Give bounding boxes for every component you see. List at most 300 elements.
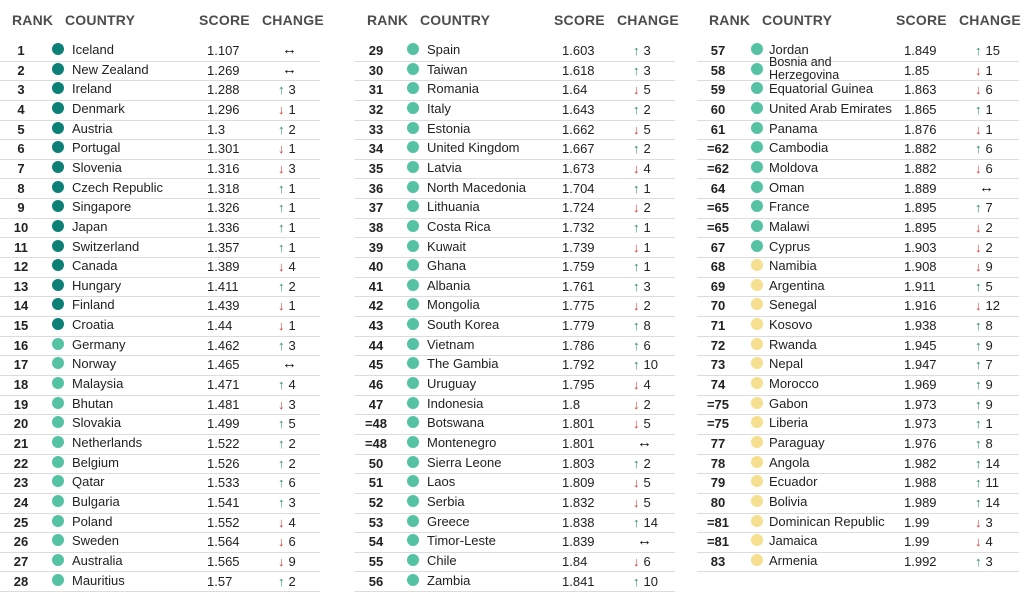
- table-row: [697, 54, 1019, 82]
- rank-cell: =75: [706, 396, 730, 412]
- arrow-down-icon: ↓: [633, 553, 640, 569]
- rank-cell: 3: [17, 82, 25, 98]
- change-cell: [278, 82, 296, 97]
- score-cell: 1.499: [207, 416, 240, 432]
- arrow-up-icon: ↑: [278, 416, 285, 432]
- tier-dot-icon: [751, 436, 763, 448]
- header-country: COUNTRY: [65, 12, 136, 28]
- table-row: [355, 100, 675, 121]
- arrow-up-icon: ↑: [633, 573, 640, 589]
- arrow-down-icon: ↓: [633, 200, 640, 216]
- country-cell: Jamaica: [769, 533, 818, 549]
- change-value: 1: [288, 318, 296, 334]
- table-row: [697, 296, 1019, 317]
- arrow-up-icon: ↑: [975, 200, 982, 216]
- score-cell: 1.876: [904, 121, 937, 137]
- score-cell: 1.841: [562, 573, 595, 589]
- rank-cell: 59: [710, 82, 726, 98]
- table-row: [697, 218, 1019, 239]
- change-cell: [278, 397, 296, 412]
- table-row: [0, 238, 320, 259]
- score-cell: 1.643: [562, 101, 595, 117]
- table-row: [697, 198, 1019, 219]
- rank-cell: 18: [13, 377, 29, 393]
- change-cell: [633, 357, 658, 372]
- header-change: CHANGE: [617, 12, 679, 28]
- tier-dot-icon: [751, 141, 763, 153]
- rank-cell: 16: [13, 337, 29, 353]
- change-cell: [975, 122, 993, 137]
- rank-cell: 43: [368, 318, 384, 334]
- score-cell: 1.786: [562, 337, 595, 353]
- country-cell: Hungary: [72, 277, 122, 293]
- table-row: [355, 120, 675, 141]
- arrow-down-icon: ↓: [975, 534, 982, 550]
- table-row: [0, 257, 320, 278]
- table-row: [355, 532, 675, 553]
- change-value: 1: [643, 239, 651, 255]
- score-cell: 1.839: [562, 534, 595, 550]
- country-cell: Kuwait: [427, 238, 467, 254]
- country-cell: Moldova: [769, 159, 819, 175]
- rank-cell: 56: [368, 573, 384, 589]
- table-row: [0, 355, 320, 376]
- table-row: [0, 218, 320, 239]
- no-change-icon: ↔: [637, 434, 652, 451]
- change-cell: [278, 161, 296, 176]
- change-value: 6: [288, 534, 296, 550]
- change-cell: [633, 43, 651, 58]
- rank-cell: 47: [368, 396, 384, 412]
- table-row: [355, 296, 675, 317]
- change-value: 3: [288, 337, 296, 353]
- table-row: [355, 414, 675, 435]
- tier-dot-icon: [751, 534, 763, 546]
- table-row: [0, 493, 320, 514]
- rank-cell: 60: [710, 101, 726, 117]
- tier-dot-icon: [751, 338, 763, 350]
- change-cell: [633, 220, 651, 235]
- arrow-up-icon: ↑: [633, 43, 640, 58]
- rank-cell: 34: [368, 141, 384, 157]
- country-cell: Equatorial Guinea: [769, 81, 874, 97]
- country-cell: Singapore: [72, 199, 132, 215]
- country-cell: Namibia: [769, 258, 817, 274]
- change-value: 3: [643, 278, 651, 294]
- table-row: [0, 395, 320, 416]
- score-cell: 1.903: [904, 239, 937, 255]
- score-cell: 1.301: [207, 141, 240, 157]
- table-row: [0, 159, 320, 180]
- table-row: [355, 572, 675, 593]
- tier-dot-icon: [52, 240, 64, 252]
- rank-cell: 5: [17, 121, 25, 137]
- rank-cell: 27: [13, 553, 29, 569]
- arrow-up-icon: ↑: [975, 357, 982, 373]
- tier-dot-icon: [751, 495, 763, 507]
- score-cell: 1.57: [207, 573, 233, 589]
- change-cell: [975, 240, 993, 255]
- rank-cell: 54: [368, 534, 384, 550]
- rank-cell: 37: [368, 200, 384, 216]
- change-cell: [633, 200, 651, 215]
- country-cell: New Zealand: [72, 61, 149, 77]
- country-cell: Bhutan: [72, 395, 114, 411]
- tier-dot-icon: [751, 357, 763, 369]
- change-cell: [633, 574, 658, 589]
- arrow-up-icon: ↑: [975, 141, 982, 157]
- country-cell: Morocco: [769, 376, 819, 392]
- change-value: 5: [643, 82, 651, 98]
- table-row: [0, 139, 320, 160]
- change-value: 2: [288, 121, 296, 137]
- arrow-up-icon: ↑: [633, 219, 640, 235]
- change-cell: [975, 436, 993, 451]
- rank-cell: 67: [710, 239, 726, 255]
- score-cell: 1.911: [904, 278, 936, 294]
- arrow-up-icon: ↑: [975, 416, 982, 432]
- score-cell: 1.976: [904, 436, 937, 451]
- arrow-up-icon: ↑: [278, 436, 285, 451]
- arrow-down-icon: ↓: [633, 239, 640, 255]
- no-change-icon: ↔: [637, 532, 652, 550]
- arrow-up-icon: ↑: [278, 475, 285, 491]
- rank-cell: 24: [13, 494, 29, 510]
- arrow-up-icon: ↑: [633, 357, 640, 373]
- country-cell: Albania: [427, 277, 471, 293]
- tier-dot-icon: [751, 240, 763, 252]
- arrow-down-icon: ↓: [278, 141, 285, 157]
- tier-dot-icon: [52, 338, 64, 350]
- rank-cell: 32: [368, 101, 384, 117]
- tier-dot-icon: [407, 200, 419, 212]
- change-cell: [278, 220, 296, 235]
- score-cell: 1.838: [562, 514, 595, 530]
- table-row: [355, 336, 675, 357]
- score-cell: 1.465: [207, 357, 240, 373]
- change-value: 10: [643, 573, 658, 589]
- change-value: 1: [288, 200, 296, 216]
- tier-dot-icon: [407, 259, 419, 271]
- change-cell: [633, 298, 651, 313]
- change-cell: [278, 377, 296, 392]
- tier-dot-icon: [751, 43, 763, 55]
- rank-cell: 29: [368, 43, 384, 58]
- score-cell: 1.618: [562, 62, 595, 78]
- rank-cell: 61: [710, 121, 726, 137]
- rank-cell: 17: [13, 357, 29, 373]
- rank-cell: 23: [13, 475, 29, 491]
- country-cell: Costa Rica: [427, 218, 491, 234]
- country-cell: United Arab Emirates: [769, 100, 892, 116]
- tier-dot-icon: [751, 181, 763, 193]
- arrow-up-icon: ↑: [975, 475, 982, 491]
- country-cell: Poland: [72, 513, 113, 529]
- rank-cell: 19: [13, 396, 29, 412]
- score-cell: 1.99: [904, 514, 930, 530]
- change-cell: [975, 475, 999, 490]
- score-cell: 1.704: [562, 180, 595, 196]
- change-cell: [633, 377, 651, 392]
- table-row: [355, 277, 675, 298]
- change-value: 7: [985, 357, 993, 373]
- country-cell: Japan: [72, 218, 108, 234]
- country-cell: Germany: [72, 336, 126, 352]
- change-value: 11: [985, 475, 999, 491]
- change-cell: [633, 456, 651, 471]
- arrow-up-icon: ↑: [278, 278, 285, 294]
- tier-dot-icon: [52, 181, 64, 193]
- table-row: [0, 434, 320, 455]
- no-change-icon: ↔: [282, 355, 297, 373]
- score-cell: 1.889: [904, 180, 937, 196]
- change-value: 3: [985, 553, 993, 569]
- country-cell: Canada: [72, 258, 118, 274]
- country-cell: Mongolia: [427, 297, 480, 313]
- table-row: [697, 238, 1019, 259]
- table-row: [0, 100, 320, 121]
- tier-dot-icon: [52, 495, 64, 507]
- score-cell: 1.541: [207, 494, 240, 510]
- change-value: 1: [288, 101, 296, 117]
- country-cell: Indonesia: [427, 395, 484, 411]
- score-cell: 1.739: [562, 239, 595, 255]
- arrow-up-icon: ↑: [633, 318, 640, 334]
- table-row: [355, 316, 675, 337]
- score-cell: 1.526: [207, 455, 240, 471]
- arrow-up-icon: ↑: [633, 101, 640, 117]
- table-row: [0, 414, 320, 435]
- change-value: 5: [985, 278, 993, 294]
- rank-cell: 12: [13, 259, 29, 275]
- arrow-down-icon: ↓: [278, 553, 285, 569]
- arrow-up-icon: ↑: [975, 337, 982, 353]
- country-cell: Estonia: [427, 120, 471, 136]
- table-row: [0, 61, 320, 82]
- score-cell: 1.269: [207, 62, 240, 78]
- change-cell: [633, 240, 651, 255]
- change-cell: [278, 259, 296, 274]
- tier-dot-icon: [52, 82, 64, 94]
- change-cell: [633, 495, 651, 510]
- country-cell: Norway: [72, 356, 117, 372]
- change-cell: [975, 279, 993, 294]
- country-cell: Slovenia: [72, 159, 122, 175]
- change-cell: [278, 102, 296, 117]
- tier-dot-icon: [751, 102, 763, 114]
- tier-dot-icon: [407, 63, 419, 75]
- tier-dot-icon: [407, 475, 419, 487]
- country-cell: Austria: [72, 120, 113, 136]
- tier-dot-icon: [407, 416, 419, 428]
- change-cell: [975, 495, 1000, 510]
- change-value: 4: [288, 259, 296, 275]
- score-cell: 1.775: [562, 298, 595, 314]
- tier-dot-icon: [52, 63, 64, 75]
- tier-dot-icon: [751, 456, 763, 468]
- rank-cell: 35: [368, 160, 384, 176]
- tier-dot-icon: [52, 397, 64, 409]
- change-cell: [278, 181, 296, 196]
- rank-cell: 51: [368, 475, 384, 491]
- table-row: [697, 454, 1019, 475]
- change-value: 4: [288, 514, 296, 530]
- table-row: [355, 41, 675, 62]
- tier-dot-icon: [52, 456, 64, 468]
- change-value: 2: [643, 141, 651, 157]
- rank-cell: 33: [368, 121, 384, 137]
- table-row: [355, 375, 675, 396]
- header-score: SCORE: [554, 12, 605, 28]
- tier-dot-icon: [751, 122, 763, 134]
- tier-dot-icon: [751, 416, 763, 428]
- rank-cell: =48: [364, 436, 388, 451]
- tier-dot-icon: [751, 397, 763, 409]
- tier-dot-icon: [407, 240, 419, 252]
- table-row: [697, 179, 1019, 200]
- header-score: SCORE: [896, 12, 947, 28]
- country-cell: Croatia: [72, 317, 114, 333]
- country-cell: Botswana: [427, 415, 485, 431]
- country-cell: Cambodia: [769, 140, 829, 156]
- arrow-down-icon: ↓: [633, 396, 640, 412]
- table-row: [697, 473, 1019, 494]
- arrow-up-icon: ↑: [278, 219, 285, 235]
- rank-cell: 74: [710, 377, 726, 393]
- change-value: 3: [288, 494, 296, 510]
- change-cell: [633, 279, 651, 294]
- change-value: 6: [288, 475, 296, 491]
- table-row: [0, 80, 320, 101]
- rank-cell: 14: [13, 298, 29, 314]
- rank-cell: 71: [710, 318, 726, 334]
- change-value: 8: [985, 318, 993, 334]
- change-value: 14: [643, 514, 658, 530]
- rank-cell: 31: [368, 82, 384, 98]
- rank-cell: 39: [368, 239, 384, 255]
- country-cell: Malawi: [769, 218, 810, 234]
- score-cell: 1.992: [904, 553, 937, 569]
- tier-dot-icon: [407, 397, 419, 409]
- change-value: 9: [288, 553, 296, 569]
- rank-cell: 28: [13, 573, 29, 589]
- change-cell: [633, 515, 658, 530]
- change-cell: [975, 377, 993, 392]
- change-cell: [278, 122, 296, 137]
- table-row: [697, 434, 1019, 455]
- change-cell: [278, 416, 296, 431]
- tier-dot-icon: [407, 338, 419, 350]
- arrow-up-icon: ↑: [278, 573, 285, 589]
- score-cell: 1.849: [904, 43, 937, 58]
- header-score: SCORE: [199, 12, 250, 28]
- country-cell: Malaysia: [72, 376, 124, 392]
- change-cell: [633, 161, 651, 176]
- arrow-down-icon: ↓: [633, 160, 640, 176]
- tier-dot-icon: [751, 259, 763, 271]
- score-cell: 1.411: [207, 278, 239, 294]
- table-row: [0, 198, 320, 219]
- score-cell: 1.865: [904, 101, 937, 117]
- score-cell: 1.565: [207, 553, 240, 569]
- table-row: [697, 80, 1019, 101]
- country-cell: Bosnia and Herzegovina: [769, 54, 840, 82]
- arrow-down-icon: ↓: [633, 494, 640, 510]
- country-cell: Switzerland: [72, 238, 140, 254]
- tier-dot-icon: [52, 436, 64, 448]
- score-cell: 1.779: [562, 318, 595, 334]
- country-cell: Senegal: [769, 297, 817, 313]
- country-cell: Timor-Leste: [427, 533, 496, 549]
- score-cell: 1.982: [904, 455, 937, 471]
- table-row: [697, 120, 1019, 141]
- change-value: 3: [288, 160, 296, 176]
- tier-dot-icon: [751, 63, 763, 75]
- country-cell: Ecuador: [769, 474, 818, 490]
- change-value: 3: [288, 82, 296, 98]
- rank-cell: 38: [368, 219, 384, 235]
- tier-dot-icon: [751, 475, 763, 487]
- tier-dot-icon: [52, 279, 64, 291]
- table-row: [0, 375, 320, 396]
- rank-cell: 53: [368, 514, 384, 530]
- tier-dot-icon: [751, 298, 763, 310]
- change-value: 2: [643, 396, 651, 412]
- country-cell: France: [769, 199, 810, 215]
- change-cell: [975, 82, 993, 97]
- country-cell: Serbia: [427, 493, 465, 509]
- rank-cell: 46: [368, 377, 384, 393]
- rank-cell: 11: [14, 239, 28, 255]
- score-cell: 1.882: [904, 160, 937, 176]
- arrow-down-icon: ↓: [633, 82, 640, 98]
- change-value: 9: [985, 377, 993, 393]
- score-cell: 1.462: [207, 337, 240, 353]
- score-cell: 1.471: [207, 377, 240, 393]
- table-row: [355, 355, 675, 376]
- tier-dot-icon: [407, 574, 419, 586]
- rank-cell: 30: [368, 62, 384, 78]
- change-cell: [975, 416, 993, 431]
- score-cell: 1.801: [562, 436, 595, 451]
- score-cell: 1.882: [904, 141, 937, 157]
- table-row: [697, 277, 1019, 298]
- change-value: 1: [288, 141, 296, 157]
- tier-dot-icon: [751, 161, 763, 173]
- country-cell: Latvia: [427, 159, 462, 175]
- table-row: [697, 395, 1019, 416]
- change-cell: [975, 141, 993, 156]
- tier-dot-icon: [751, 279, 763, 291]
- change-value: 2: [288, 436, 296, 451]
- score-cell: 1.945: [904, 337, 937, 353]
- change-cell: [975, 161, 993, 176]
- tier-dot-icon: [407, 357, 419, 369]
- country-cell: Laos: [427, 474, 456, 490]
- tier-dot-icon: [407, 161, 419, 173]
- score-cell: 1.481: [207, 396, 240, 412]
- arrow-up-icon: ↑: [975, 101, 982, 117]
- rank-cell: 13: [13, 278, 29, 294]
- country-cell: Uruguay: [427, 376, 477, 392]
- change-value: 2: [288, 573, 296, 589]
- arrow-down-icon: ↓: [975, 62, 982, 78]
- change-value: 8: [643, 318, 651, 334]
- header-country: COUNTRY: [420, 12, 491, 28]
- rank-cell: 72: [710, 337, 726, 353]
- tier-dot-icon: [52, 298, 64, 310]
- arrow-up-icon: ↑: [975, 436, 982, 451]
